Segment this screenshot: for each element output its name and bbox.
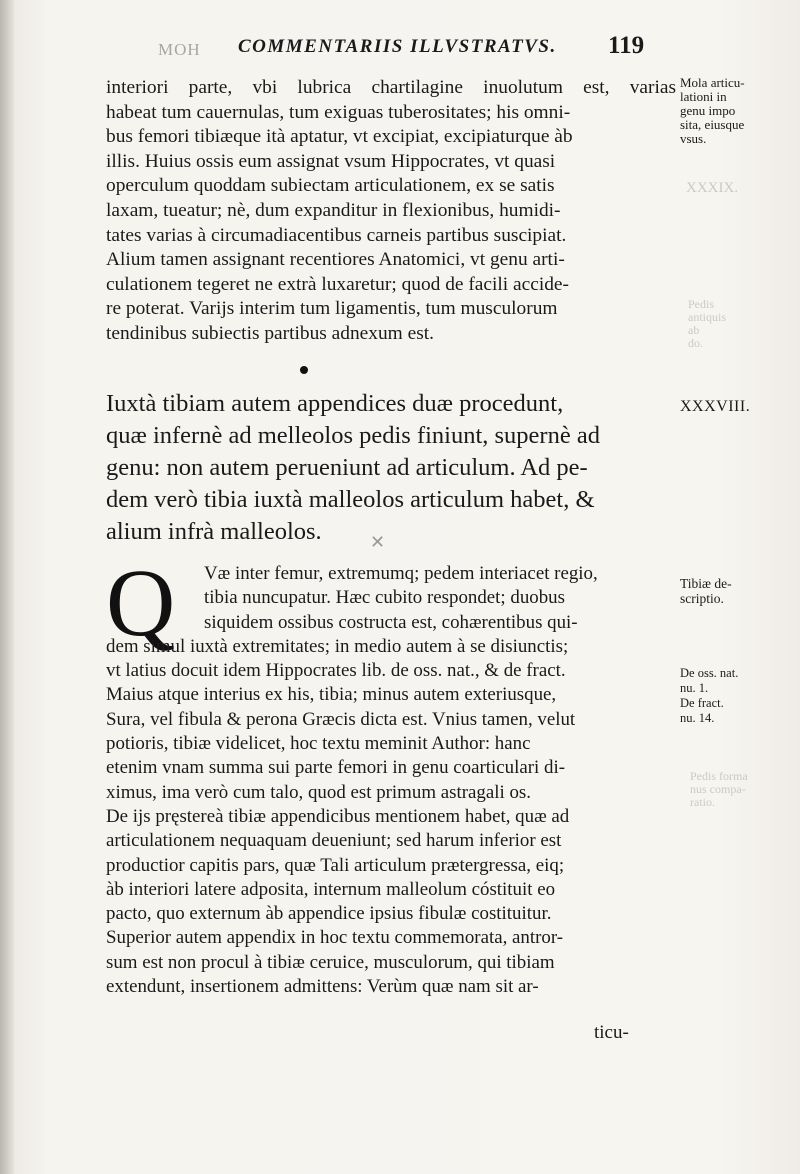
running-head <box>110 30 670 68</box>
text-line: productior capitis pars, quæ Tali articulum prætergressa, eiq; <box>106 854 565 876</box>
bleed-line: ratio. <box>690 795 715 809</box>
margin-line: genu impo <box>680 103 736 118</box>
margin-line: vsus. <box>680 131 707 146</box>
text-line: extendunt, insertionem admittens: Verùm quæ nam sit ar- <box>106 976 539 998</box>
text-line: bus femori tibiæque ità aptatur, vt excipiat, excipiaturque àb <box>106 126 573 148</box>
separator-dot <box>300 366 308 374</box>
bleed-line: ab <box>688 323 700 337</box>
margin-line: lationi in <box>680 89 727 104</box>
bleed-line: Pedis <box>688 297 715 311</box>
text-line: etenim vnam summa sui parte femori in genu coarticulari di- <box>106 757 566 779</box>
paragraph-commentary-top <box>106 76 676 347</box>
bleed-through-head: MOH <box>158 40 201 59</box>
text-line: articulationem nequaquam deueniunt; sed harum inferior est <box>106 830 562 852</box>
margin-line: sita, eiusque <box>680 117 745 132</box>
hippocratic-text <box>106 388 672 548</box>
text-line: Væ inter femur, extremumq; pedem interiacet regio, <box>204 563 598 584</box>
margin-note-mola <box>680 76 792 146</box>
text-line: genu: non autem perueniunt ad articulum. Ad pe- <box>106 454 588 481</box>
text-line: ximus, ima verò cum talo, quod est primum astragali os. <box>106 781 531 803</box>
text-line: sum est non procul à tibiæ ceruice, musculorum, qui tibiam <box>106 951 555 973</box>
bleed-line: antiquis <box>688 310 726 324</box>
text-line: De ijs pręstereà tibiæ appendicibus mentionem habet, quæ ad <box>106 805 570 827</box>
text-line: tates varias à circumadiacentibus carneis partibus suscipiat. <box>106 224 567 246</box>
margin-line: De fract. <box>680 696 724 710</box>
bleed-line: nus compa- <box>690 782 746 796</box>
text-line: potioris, tibiæ videlicet, hoc textu meminit Author: hanc <box>106 733 531 755</box>
text-line: dem simul iuxtà extremitates; in medio autem à se disiunctis; <box>106 635 569 657</box>
text-line: vt latius docuit idem Hippocrates lib. de oss. nat., & de fract. <box>106 660 566 682</box>
running-title: COMMENTARIIS ILLVSTRATVS. <box>238 36 557 57</box>
bleed-through-note <box>690 770 748 809</box>
margin-line: Mola articu- <box>680 75 745 90</box>
margin-line: Tibiæ de- <box>680 576 732 591</box>
bleed-line: do. <box>688 336 703 350</box>
text-line: Iuxtà tibiam autem appendices duæ procedunt, <box>106 390 564 417</box>
text-line: dem verò tibia iuxtà malleolos articulum habet, & <box>106 486 595 513</box>
drop-cap-initial: Q <box>106 549 176 656</box>
text-line: habeat tum cauernulas, tum exiguas tuberositates; his omni- <box>106 101 571 123</box>
text-line: àb interiori latere adposita, internum malleolum cóstituit eo <box>106 878 556 900</box>
page-number: 119 <box>608 32 645 59</box>
text-line: quæ infernè ad melleolos pedis finiunt, supernè ad <box>106 422 600 449</box>
margin-note-tibia <box>680 576 792 606</box>
text-line: siquidem ossibus costructa est, cohærentibus qui- <box>204 611 578 633</box>
margin-line: De oss. nat. <box>680 666 739 680</box>
text-line: Maius atque interius ex his, tibia; minus autem exteriusque, <box>106 684 557 706</box>
text-line: tibia nuncupatur. Hæc cubito respondet; duobus <box>204 587 565 609</box>
margin-line: nu. 1. <box>680 681 709 695</box>
text-line: interiori parte, vbi lubrica chartilagine inuolutum est, varias <box>106 77 676 98</box>
text-line: laxam, tueatur; nè, dum expanditur in flexionibus, humidi- <box>106 199 561 221</box>
bleed-through-mark: ✕ <box>370 532 386 552</box>
text-line: illis. Huius ossis eum assignat vsum Hippocrates, vt quasi <box>106 150 556 172</box>
bleed-through-note <box>688 298 726 350</box>
catchword: ticu- <box>594 1022 629 1043</box>
text-line: re poterat. Varijs interim tum ligamentis, tum musculorum <box>106 298 558 320</box>
text-line: Alium tamen assignant recentiores Anatomici, vt genu arti- <box>106 249 565 271</box>
bleed-through-number <box>686 182 738 195</box>
text-line: pacto, quo externum àb appendice ipsius fibulæ costituitur. <box>106 903 552 925</box>
paragraph-commentary <box>106 562 676 999</box>
text-line: alium infrà malleolos. <box>106 518 322 545</box>
text-line: operculum quoddam subiectam articulationem, ex se satis <box>106 175 555 197</box>
text-line: Sura, vel fibula & perona Græcis dicta est. Vnius tamen, velut <box>106 708 576 730</box>
text-line: culationem tegeret ne extrà luxaretur; quod de facili accide- <box>106 273 569 295</box>
text-line: tendinibus subiectis partibus adnexum est. <box>106 322 434 344</box>
margin-note-reference <box>680 666 792 726</box>
bleed-line: Pedis forma <box>690 769 748 783</box>
text-line: Superior autem appendix in hoc textu commemorata, antror- <box>106 927 564 949</box>
margin-section-number: XXXVIII. <box>680 398 751 415</box>
margin-line: nu. 14. <box>680 711 715 725</box>
bleed-line: XXXIX. <box>686 180 739 196</box>
margin-line: scriptio. <box>680 591 724 606</box>
page-gutter-shadow <box>0 0 14 1174</box>
